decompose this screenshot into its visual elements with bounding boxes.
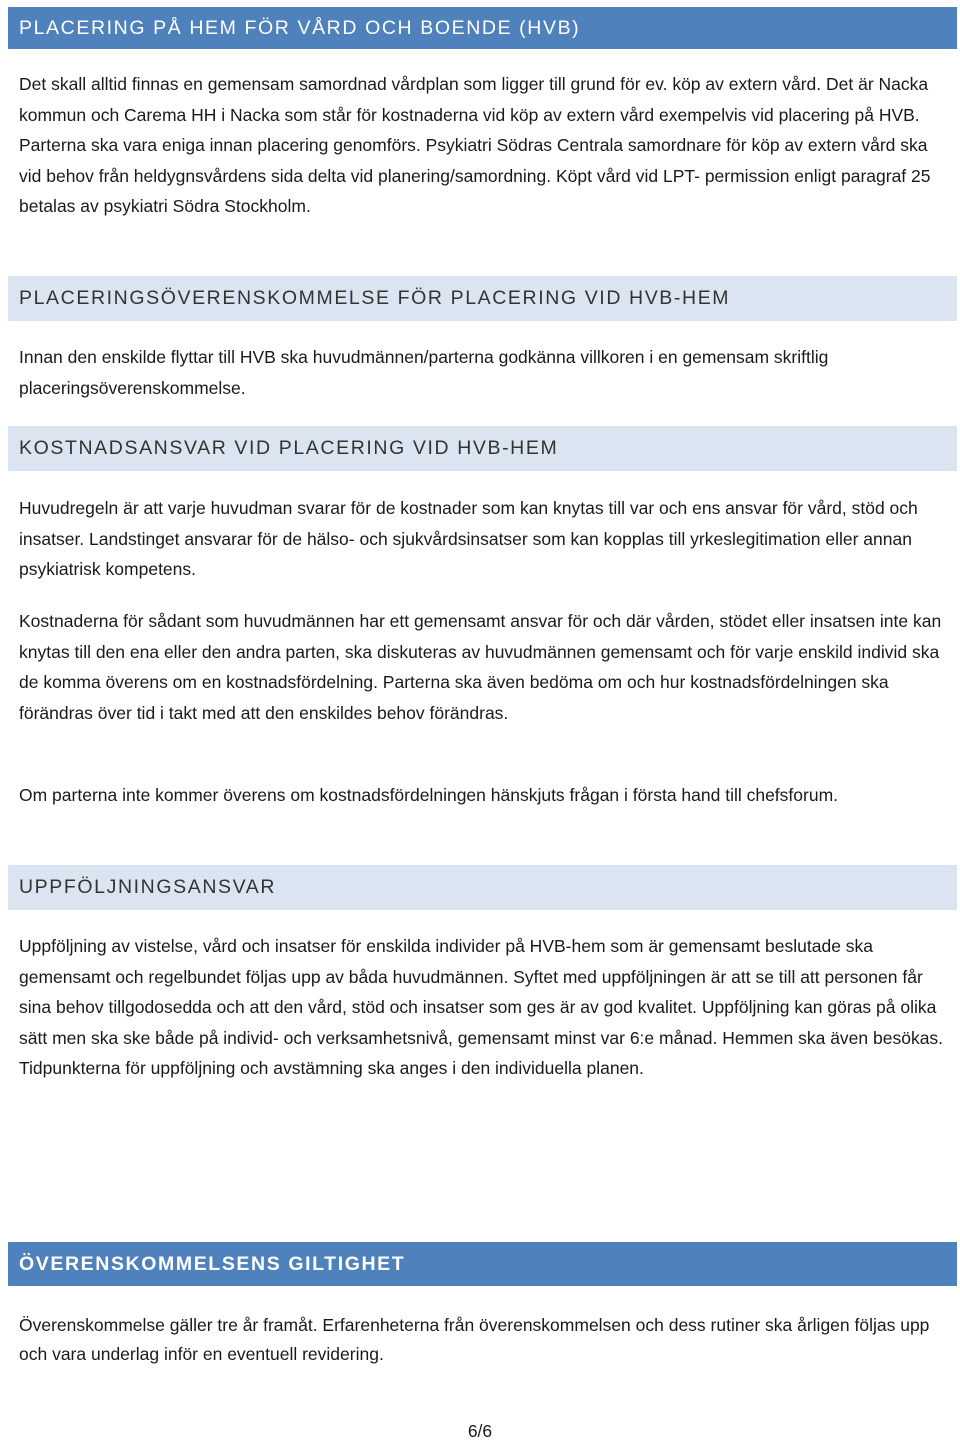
paragraph-follow-up: Uppföljning av vistelse, vård och insatser för enskilda individer på HVB-hem som är gemensamt beslutade ska gemensamt och regelbundet följas upp av båda huvudmännen. Syftet med uppföljningen är att se till att personen får sina behov tillgodosedda och att den vård, stöd och insatser som ges är av god kvalitet. Uppföljning kan göras på olika sätt men ska ske både på individ- och verksamhetsnivå, gemensamt minst var 6:e månad. Hemmen ska även besökas. Tidpunkterna för uppföljning och avstämning ska anges i den individuella planen. — [19, 936, 944, 1078]
paragraph-placement-agreement: Innan den enskilde flyttar till HVB ska huvudmännen/parterna godkänna villkoren i en gemensam skriftlig placeringsöverenskommelse. — [19, 347, 829, 398]
section-heading-validity: ÖVERENSKOMMELSENS GILTIGHET — [8, 1242, 957, 1286]
paragraph-hvb-placement: Det skall alltid finnas en gemensam samordnad vårdplan som ligger till grund för ev. köp av extern vård. Det är Nacka kommun och Carema HH i Nacka som står för kostnaderna vid köp av extern vård exempelvis vid placering på HVB. Parterna ska vara eniga innan placering genomförs. Psykiatri Södras Centrala samordnare för köp av extern vård ska vid behov från heldygnsvårdens sida delta vid planering/samordning. Köpt vård vid LPT- permission enligt paragraf 25 betalas av psykiatri Södra Stockholm. — [19, 74, 931, 216]
paragraph-cost-main-rule: Huvudregeln är att varje huvudman svarar för de kostnader som kan knytas till var och ens ansvar för vård, stöd och insatser. Landstinget ansvarar för de hälso- och sjukvårdsinsatser som kan kopplas till yrkeslegitimation eller annan psykiatrisk kompetens. — [19, 498, 918, 579]
section-heading-follow-up: UPPFÖLJNINGSANSVAR — [8, 865, 957, 910]
section-heading-hvb-placement: PLACERING PÅ HEM FÖR VÅRD OCH BOENDE (HVB) — [8, 7, 957, 49]
section-heading-cost-responsibility: KOSTNADSANSVAR VID PLACERING VID HVB-HEM — [8, 426, 957, 471]
paragraph-cost-shared: Kostnaderna för sådant som huvudmännen har ett gemensamt ansvar för och där vården, stödet eller insatsen inte kan knytas till den ena eller den andra parten, ska diskuteras av huvudmännen gemensamt och för varje enskild individ ska de komma överens om en kostnadsfördelning. Parterna ska även bedöma om och hur kostnadsfördelningen ska förändras över tid i takt med att den enskildes behov förändras. — [19, 611, 942, 723]
section-heading-placement-agreement: PLACERINGSÖVERENSKOMMELSE FÖR PLACERING VID HVB-HEM — [8, 276, 957, 321]
paragraph-cost-disagreement: Om parterna inte kommer överens om kostnadsfördelningen hänskjuts frågan i första hand till chefsforum. — [19, 785, 839, 805]
page-number: 6/6 — [467, 1421, 493, 1441]
paragraph-validity: Överenskommelse gäller tre år framåt. Erfarenheterna från överenskommelsen och dess rutiner ska årligen följas upp och vara underlag inför en eventuell revidering. — [19, 1315, 930, 1364]
